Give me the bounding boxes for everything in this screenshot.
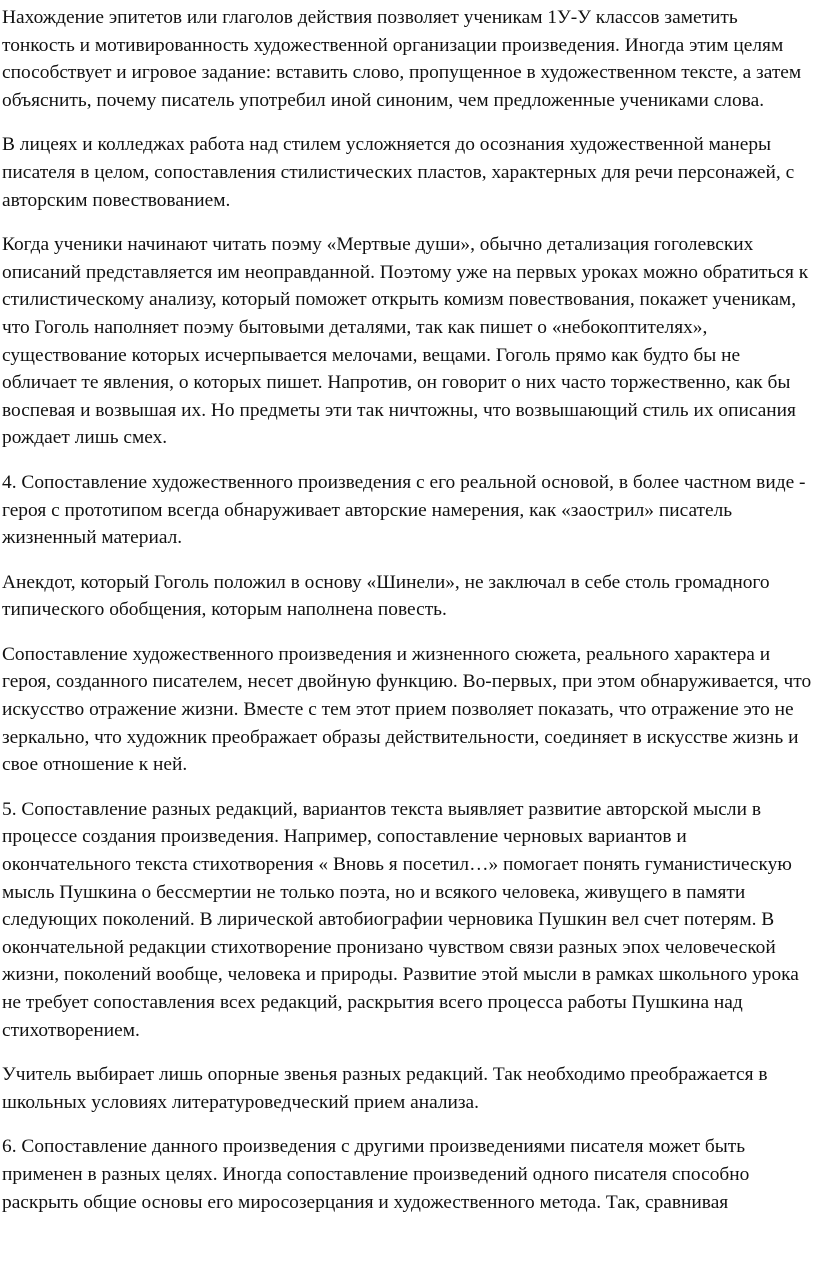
paragraph-overcoat-anecdote: Анекдот, который Гоголь положил в основу «Шинели», не заключал в себе столь громадного типического обобщения, которым наполнена повесть. bbox=[2, 571, 770, 621]
paragraph-lyceums: В лицеях и колледжах работа над стилем усложняется до осознания художественной манеры писателя в целом, сопоставления стилистических пластов, характерных для речи персонажей, с авторским повествованием. bbox=[2, 134, 795, 211]
paragraph-epithets: Нахождение эпитетов или глаголов действия позволяет ученикам 1У-У классов заметить тонкость и мотивированность художественной организации произведения. Иногда этим целям способствует и игровое задание: вставить слово, пропущенное в художественном тексте, а затем объяснить, почему писатель употребил иной синоним, чем предложенные учениками слова. bbox=[2, 7, 802, 111]
paragraph-point-6-comparison: 6. Сопоставление данного произведения с другими произведениями писателя может быть применен в разных целях. Иногда сопоставление произведений одного писателя способно раскрыть общие основы его миросозерцания и художественного метода. Так, сравнивая bbox=[2, 1136, 750, 1213]
paragraph-dead-souls: Когда ученики начинают читать поэму «Мертвые души», обычно детализация гоголевских описаний представляется им неоправданной. Поэтому уже на первых уроках можно обратиться к стилистическому анализу, который поможет открыть комизм повествования, покажет ученикам, что Гоголь наполняет поэму бытовыми деталями, так как пишет о «небокоптителях», существование которых исчерпывается мелочами, вещами. Гоголь прямо как будто бы не обличает те явления, о которых пишет. Напротив, он говорит о них часто торжественно, как бы воспевая и возвышая их. Но предметы эти так ничтожны, что возвышающий стиль их описания рождает лишь смех. bbox=[2, 234, 809, 449]
paragraph-double-function: Сопоставление художественного произведения и жизненного сюжета, реального характера и героя, созданного писателем, несет двойную функцию. Во-первых, при этом обнаруживается, что искусство отражение жизни. Вместе с тем этот прием позволяет показать, что отражение это не зеркально, что художник преображает образы действительности, соединяет в искусстве жизнь и свое отношение к ней. bbox=[2, 643, 812, 776]
paragraph-point-5-editions: 5. Сопоставление разных редакций, вариантов текста выявляет развитие авторской мысли в процессе создания произведения. Например, сопоставление черновых вариантов и окончательного текста стихотворения « Вновь я посетил…» помогает понять гуманистическую мысль Пушкина о бессмертии не только поэта, но и всякого человека, живущего в памяти следующих поколений. В лирической автобиографии черновика Пушкин вел счет потерям. В окончательной редакции стихотворение пронизано чувством связи разных эпох человеческой жизни, поколений вообще, человека и природы. Развитие этой мысли в рамках школьного урока не требует сопоставления всех редакций, раскрытия всего процесса работы Пушкина над стихотворением. bbox=[2, 798, 799, 1041]
paragraph-point-4-prototype: 4. Сопоставление художественного произведения с его реальной основой, в более частном виде - героя с прототипом всегда обнаруживает авторские намерения, как «заострил» писатель жизненный материал. bbox=[2, 471, 806, 549]
paragraph-teacher-selection: Учитель выбирает лишь опорные звенья разных редакций. Так необходимо преображается в школьных условиях литературоведческий прием анализа. bbox=[2, 1064, 768, 1113]
